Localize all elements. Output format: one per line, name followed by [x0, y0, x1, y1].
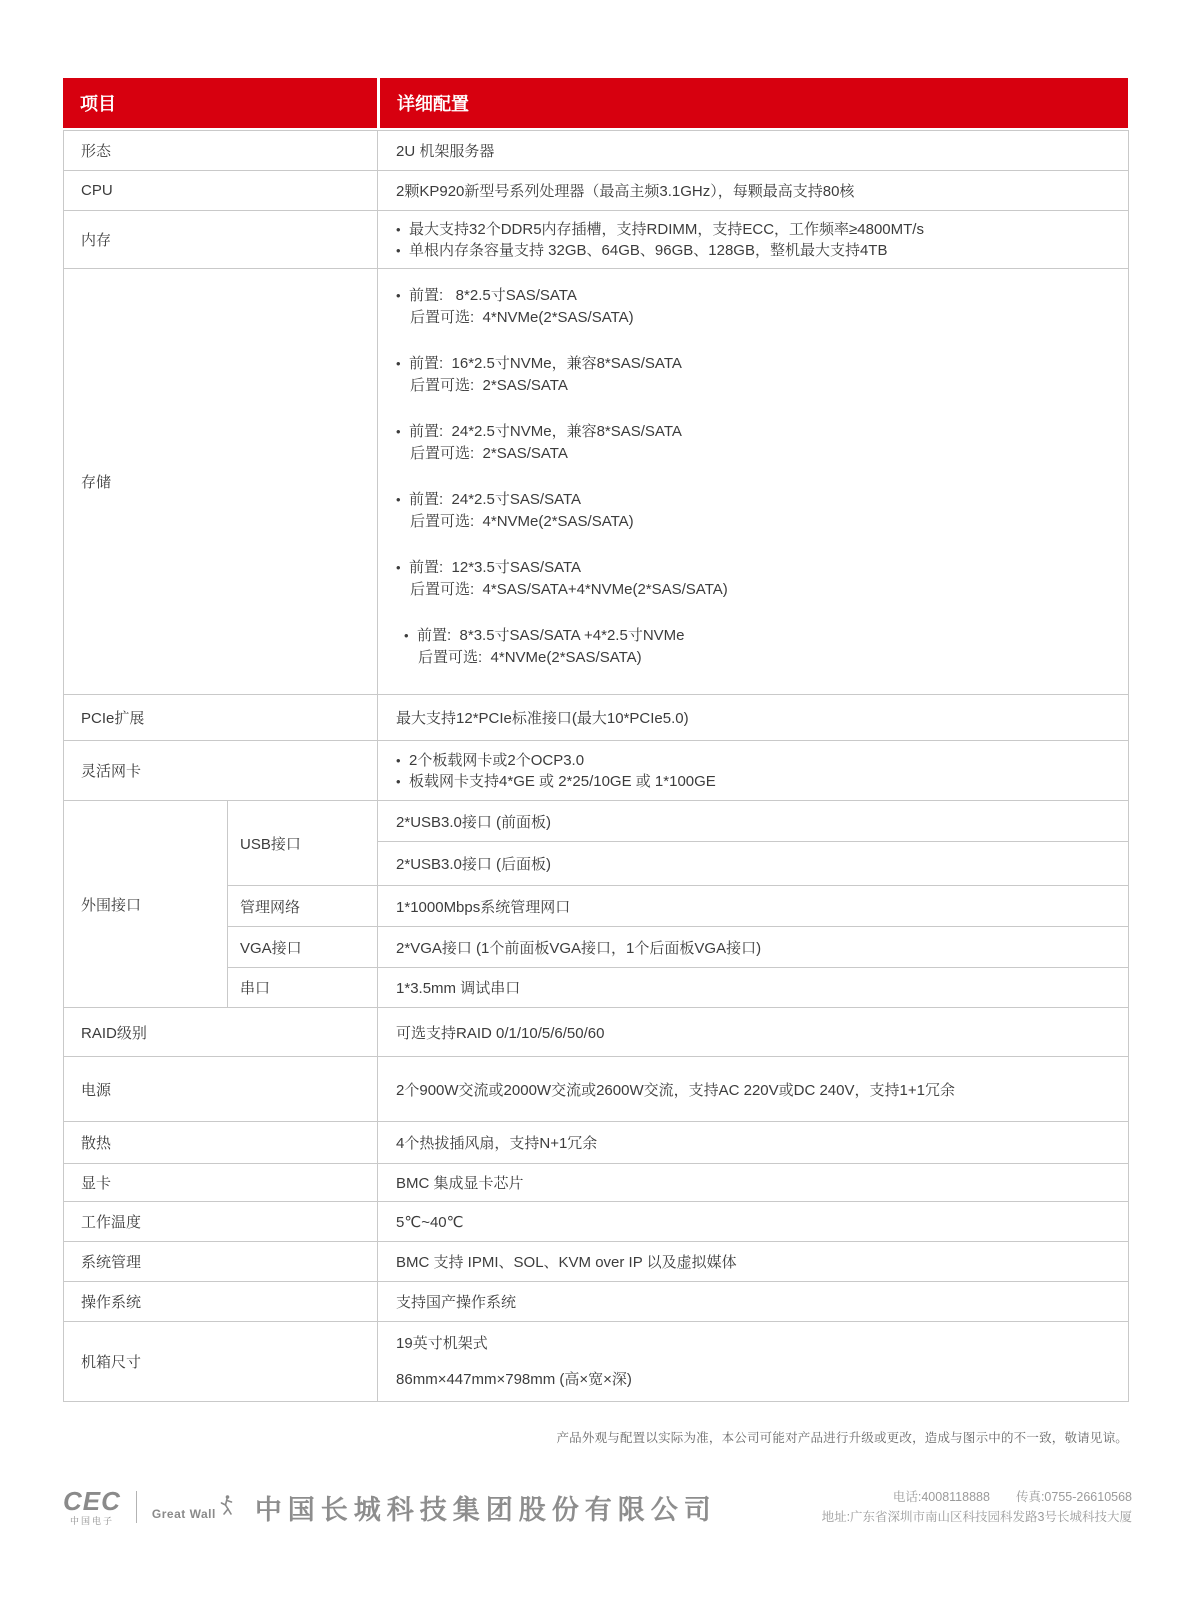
row-label: 电源	[64, 1057, 378, 1122]
row-value: 2*USB3.0接口 (前面板)	[378, 801, 1129, 842]
cec-logo-text: CEC	[63, 1486, 121, 1516]
row-peripheral-usb-front	[64, 801, 1129, 842]
row-label-peripheral: 外围接口	[64, 801, 228, 1008]
storage-rear: 后置可选: 4*NVMe(2*SAS/SATA)	[410, 513, 634, 530]
row-value	[378, 1322, 1129, 1402]
disclaimer-text: 产品外观与配置以实际为准，本公司可能对产品进行升级或更改，造成与图示中的不一致，敬请见谅。	[556, 1431, 1128, 1445]
sublabel-usb: USB接口	[228, 801, 378, 886]
cec-logo-subtext: 中国电子	[69, 1516, 114, 1526]
storage-rear: 后置可选: 4*NVMe(2*SAS/SATA)	[418, 649, 642, 666]
storage-front: • 前置: 16*2.5寸NVMe，兼容8*SAS/SATA	[396, 353, 1118, 375]
storage-option-2	[396, 353, 1118, 397]
row-system-management	[64, 1242, 1129, 1282]
row-value: 5℃~40℃	[378, 1202, 1129, 1242]
spec-sheet	[63, 78, 1128, 1446]
nic-bullet-1: • 2个板载网卡或2个OCP3.0	[396, 750, 1118, 771]
row-form-factor	[64, 131, 1129, 171]
row-value: BMC 支持 IPMI、SOL、KVM over IP 以及虚拟媒体	[378, 1242, 1129, 1282]
sublabel-serial: 串口	[228, 968, 378, 1008]
row-label: 散热	[64, 1122, 378, 1164]
row-raid	[64, 1008, 1129, 1057]
row-label: 系统管理	[64, 1242, 378, 1282]
row-value: 最大支持12*PCIe标准接口(最大10*PCIe5.0)	[378, 695, 1129, 741]
row-value: 2*VGA接口 (1个前面板VGA接口，1个后面板VGA接口)	[378, 927, 1129, 968]
row-operating-system	[64, 1282, 1129, 1322]
row-label: 内存	[64, 211, 378, 269]
sublabel-vga: VGA接口	[228, 927, 378, 968]
row-value: 1*1000Mbps系统管理网口	[378, 886, 1129, 927]
row-label: CPU	[64, 171, 378, 211]
storage-rear: 后置可选: 4*SAS/SATA+4*NVMe(2*SAS/SATA)	[410, 581, 728, 598]
storage-option-6	[396, 625, 1118, 669]
cec-logo	[63, 1488, 121, 1526]
chassis-line-2: 86mm×447mm×798mm (高×宽×深)	[396, 1370, 632, 1388]
greatwall-logo	[152, 1494, 234, 1521]
storage-option-5	[396, 557, 1118, 601]
row-value: 2个900W交流或2000W交流或2600W交流，支持AC 220V或DC 240V，支持1+1冗余	[378, 1057, 1129, 1122]
row-value: 可选支持RAID 0/1/10/5/6/50/60	[378, 1008, 1129, 1057]
memory-bullet-1: • 最大支持32个DDR5内存插槽，支持RDIMM，支持ECC，工作频率≥4800MT/s	[396, 219, 1118, 240]
row-storage	[64, 269, 1129, 695]
row-graphics	[64, 1164, 1129, 1202]
row-label: 机箱尺寸	[64, 1322, 378, 1402]
storage-front: • 前置: 24*2.5寸SAS/SATA	[396, 489, 1118, 511]
row-power	[64, 1057, 1129, 1122]
footer-divider	[136, 1491, 137, 1523]
row-value: 4个热拔插风扇，支持N+1冗余	[378, 1122, 1129, 1164]
row-label: 显卡	[64, 1164, 378, 1202]
greatwall-logo-text: Great Wall	[151, 1506, 216, 1521]
row-chassis-size	[64, 1322, 1129, 1402]
header-item-column: 项目	[63, 78, 377, 128]
row-operating-temperature	[64, 1202, 1129, 1242]
contact-line-2	[822, 1507, 1132, 1527]
greatwall-climber-icon	[219, 1494, 234, 1521]
storage-front: • 前置: 12*3.5寸SAS/SATA	[396, 557, 1118, 579]
storage-rear: 后置可选: 4*NVMe(2*SAS/SATA)	[410, 309, 634, 326]
row-value: 2U 机架服务器	[378, 131, 1129, 171]
storage-front: • 前置: 8*2.5寸SAS/SATA	[396, 285, 1118, 307]
table-header	[63, 78, 1128, 128]
row-flex-nic	[64, 741, 1129, 801]
row-label: 存储	[64, 269, 378, 695]
row-value: 1*3.5mm 调试串口	[378, 968, 1129, 1008]
address-text: 地址:广东省深圳市南山区科技园科发路3号长城科技大厦	[821, 1510, 1132, 1524]
header-detail-column: 详细配置	[380, 78, 1128, 128]
storage-rear: 后置可选: 2*SAS/SATA	[410, 445, 568, 462]
fax-text: 传真:0755-26610568	[1015, 1490, 1132, 1504]
storage-rear: 后置可选: 2*SAS/SATA	[410, 377, 568, 394]
row-label: PCIe扩展	[64, 695, 378, 741]
row-pcie	[64, 695, 1129, 741]
row-value: BMC 集成显卡芯片	[378, 1164, 1129, 1202]
row-value: 支持国产操作系统	[378, 1282, 1129, 1322]
chassis-line-1: 19英寸机架式	[396, 1334, 488, 1352]
sublabel-mgmt: 管理网络	[228, 886, 378, 927]
memory-bullet-2: • 单根内存条容量支持 32GB、64GB、96GB、128GB，整机最大支持4TB	[396, 240, 1118, 261]
company-name: 中国长城科技集团股份有限公司	[254, 1494, 717, 1525]
row-cpu	[64, 171, 1129, 211]
row-label: RAID级别	[64, 1008, 378, 1057]
row-value	[378, 269, 1129, 695]
row-label: 灵活网卡	[64, 741, 378, 801]
row-cooling	[64, 1122, 1129, 1164]
row-value	[378, 741, 1129, 801]
row-label: 形态	[64, 131, 378, 171]
page-footer	[63, 1487, 1132, 1527]
row-value: 2颗KP920新型号系列处理器（最高主频3.1GHz），每颗最高支持80核	[378, 171, 1129, 211]
row-label: 工作温度	[64, 1202, 378, 1242]
storage-front: • 前置: 24*2.5寸NVMe，兼容8*SAS/SATA	[396, 421, 1118, 443]
spec-table	[63, 130, 1129, 1402]
row-label: 操作系统	[64, 1282, 378, 1322]
phone-text: 电话:4008118888	[892, 1490, 990, 1504]
row-value: 2*USB3.0接口 (后面板)	[378, 842, 1129, 886]
contact-block	[822, 1487, 1132, 1527]
contact-line-1	[822, 1487, 1132, 1507]
storage-option-1	[396, 285, 1118, 329]
row-value	[378, 211, 1129, 269]
brand-block	[63, 1488, 717, 1527]
storage-option-3	[396, 421, 1118, 465]
nic-bullet-2: • 板载网卡支持4*GE 或 2*25/10GE 或 1*100GE	[396, 771, 1118, 792]
storage-option-4	[396, 489, 1118, 533]
storage-front: • 前置: 8*3.5寸SAS/SATA +4*2.5寸NVMe	[404, 625, 1118, 647]
row-memory	[64, 211, 1129, 269]
